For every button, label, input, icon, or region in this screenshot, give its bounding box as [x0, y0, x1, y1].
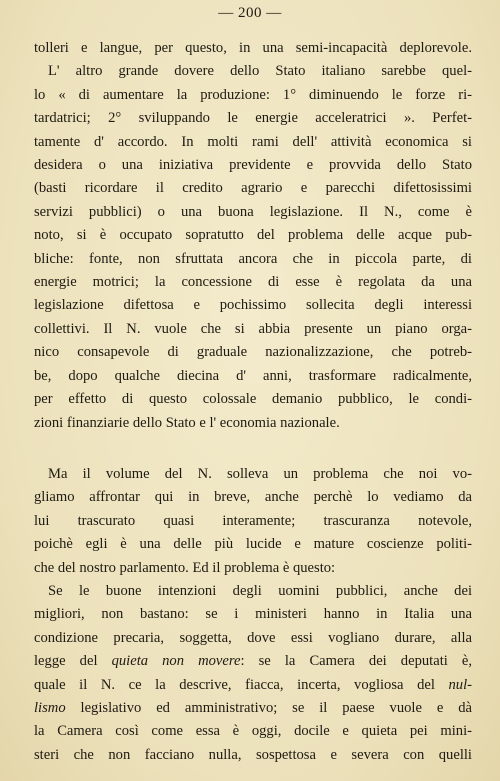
- text-line: gliamo affrontar qui in breve, anche perchè lo vediamo da: [34, 489, 472, 506]
- text-line: steri che non facciano nulla, sospettosa e severa con quelli: [34, 746, 472, 763]
- italic-phrase: quieta non movere: [111, 653, 241, 670]
- text-line: [34, 650, 472, 673]
- text-run: legislativo ed amministrativo; se il paese vuole e dà: [65, 700, 472, 717]
- italic-phrase: lismo: [34, 700, 66, 717]
- text-line: nico consapevole di graduale nazionalizzazione, che potreb-: [34, 344, 472, 361]
- text-run: : se la Camera dei deputati è,: [240, 653, 472, 670]
- text-line: tamente d' accordo. In molti rami dell' attività economica si: [34, 133, 472, 150]
- text-line: noto, si è occupato sopratutto del problema delle acque pub-: [34, 227, 472, 244]
- text-line: per effetto di questo colossale demanio pubblico, le condi-: [34, 391, 472, 408]
- text-line: poichè egli è una delle più lucide e mature coscienze politi-: [34, 536, 472, 553]
- text-line: energie motrici; la concessione di esse è regolata da una: [34, 274, 472, 291]
- text-line: tolleri e langue, per questo, in una semi-incapacità deplorevole.: [34, 40, 472, 56]
- text-line: migliori, non bastano: se i ministeri hanno in Italia una: [34, 606, 472, 623]
- text-line: (basti ricordare il credito agrario e parecchi difettosissimi: [34, 180, 472, 197]
- page-number: — 200 —: [218, 5, 282, 21]
- text-line: lo « di aumentare la produzione: 1° diminuendo le forze ri-: [34, 86, 472, 103]
- text-line: L' altro grande dovere dello Stato italiano sarebbe quel-: [48, 63, 472, 80]
- text-line: lui trascurato quasi interamente; trascuranza notevole,: [34, 512, 472, 529]
- text-line: Se le buone intenzioni degli uomini pubblici, anche dei: [48, 583, 472, 600]
- text-line: be, dopo qualche diecina d' anni, trasformare radicalmente,: [34, 367, 472, 384]
- text-line: Ma il volume del N. solleva un problema che noi vo-: [48, 466, 472, 482]
- text-line: bliche: fonte, non sfruttata ancora che in piccola parte, di: [34, 250, 472, 267]
- text-line: condizione precaria, soggetta, dove essi vogliano durare, alla: [34, 629, 472, 646]
- text-line: legislazione difettosa e pochissimo sollecita degli interessi: [34, 297, 472, 314]
- text-line: collettivi. Il N. vuole che si abbia presente un piano orga-: [34, 320, 472, 337]
- paragraph-block-1: [34, 37, 472, 435]
- text-line: [34, 697, 472, 720]
- text-line: tardatrici; 2° sviluppando le energie acceleratrici ». Perfet-: [34, 110, 472, 127]
- text-line: servizi pubblici) o una buona legislazione. Il N., come è: [34, 203, 472, 220]
- text-run: quale il N. ce la descrive, fiacca, incerta, vogliosa del: [34, 676, 449, 693]
- text-run: legge del: [34, 653, 112, 670]
- paragraph-block-2: [34, 463, 472, 767]
- italic-phrase: nul-: [448, 676, 472, 693]
- text-line: desidera o una iniziativa previdente e provvida dello Stato: [34, 157, 472, 174]
- text-line: zioni finanziarie dello Stato e l' economia nazionale.: [34, 414, 340, 431]
- text-line: la Camera così come essa è oggi, docile e quieta pei mini-: [34, 723, 472, 740]
- text-line: che del nostro parlamento. Ed il problema è questo:: [34, 559, 336, 576]
- text-line: [34, 674, 472, 697]
